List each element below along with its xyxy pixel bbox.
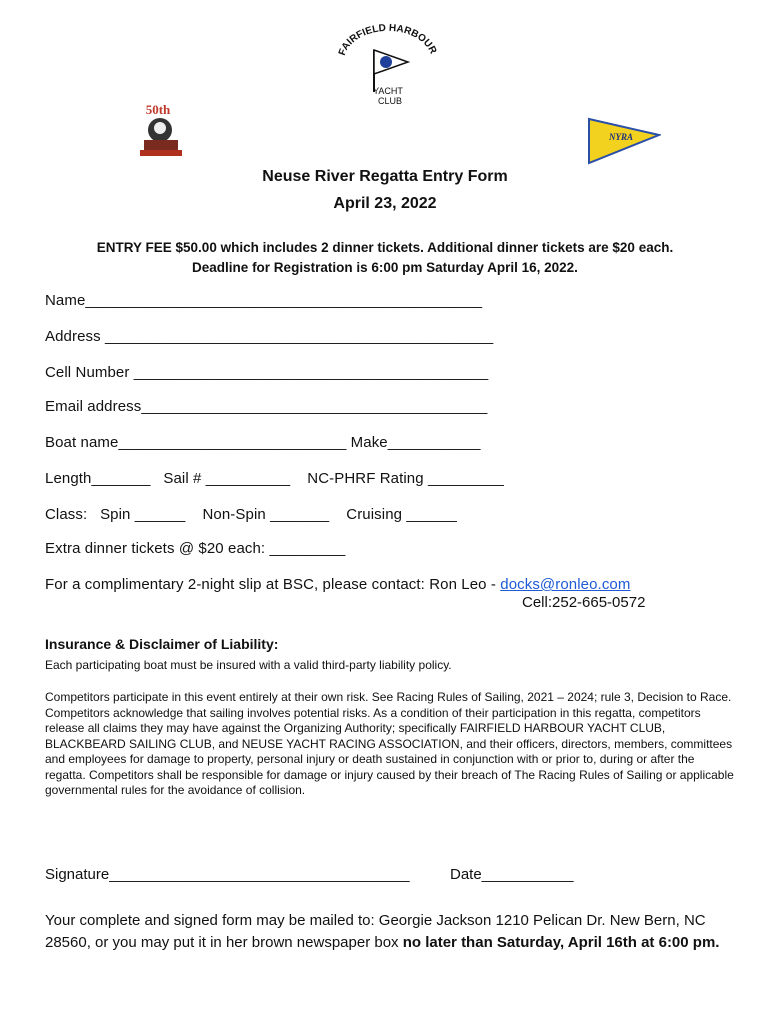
- signature-field[interactable]: Signature____________________________________: [45, 866, 410, 883]
- name-field[interactable]: Name_______________________________________________: [45, 292, 483, 309]
- mailing-deadline: no later than Saturday, April 16th at 6:00 pm.: [402, 934, 720, 951]
- svg-text:FAIRFIELD HARBOUR: FAIRFIELD HARBOUR: [336, 22, 438, 58]
- address-field[interactable]: Address ______________________________________________: [45, 328, 494, 345]
- boat-name-make-field[interactable]: Boat name___________________________ Make___________: [45, 434, 481, 451]
- insurance-heading: Insurance & Disclaimer of Liability:: [45, 636, 279, 652]
- fairfield-harbour-logo: [334, 22, 438, 108]
- complimentary-slip-line: [45, 576, 630, 593]
- svg-text:CLUB: CLUB: [377, 96, 403, 106]
- entry-fee-line: ENTRY FEE $50.00 which includes 2 dinner tickets. Additional dinner tickets are $20 each.: [96, 240, 674, 255]
- extra-dinner-tickets-field[interactable]: Extra dinner tickets @ $20 each: _________: [45, 540, 346, 557]
- contact-cell: Cell:252-665-0572: [522, 594, 646, 611]
- class-field[interactable]: Class: Spin ______ Non-Spin _______ Cruising ______: [45, 506, 457, 523]
- svg-text:50th: 50th: [145, 102, 171, 117]
- anniversary-50th-logo: [134, 100, 190, 162]
- mailing-text: Your complete and signed form may be mailed to: Georgie Jackson 1210 Pelican Dr. New Bern, NC 28560, or you may put it in her brown newspaper box: [45, 912, 706, 951]
- date-field[interactable]: Date___________: [450, 866, 574, 883]
- svg-text:YACHT: YACHT: [373, 86, 403, 96]
- complimentary-text: For a complimentary 2-night slip at BSC, please contact: Ron Leo -: [45, 576, 501, 593]
- disclaimer-paragraph: Competitors participate in this event entirely at their own risk. See Racing Rules of Sailing, 2021 – 2024; rule 3, Decision to Race. Competitors acknowledge that sailing involves potential risks. As a condition of their participation in this regatta, competitors release all claims they may have against the Organizing Authority; specifically FAIRFIELD HARBOUR YACHT CLUB, BLACKBEARD SAILING CLUB, and NEUSE YACHT RACING ASSOCIATION, and their officers, directors, members, committees and employees for damage to property, personal injury or death sustained in conjunction with or prior to, during or after the regatta. Competitors shall be responsible for damage or injury caused by their breach of The Racing Rules of Sailing or applicable governmental rules for the avoidance of collision.: [45, 690, 734, 797]
- contact-email-link[interactable]: docks@ronleo.com: [500, 576, 631, 593]
- svg-text:NYRA: NYRA: [609, 132, 634, 142]
- cell-number-field[interactable]: Cell Number __________________________________________: [45, 364, 489, 381]
- regatta-date: April 23, 2022: [333, 195, 437, 212]
- form-title: Neuse River Regatta Entry Form: [262, 168, 508, 185]
- length-sail-rating-field[interactable]: Length_______ Sail # __________ NC-PHRF Rating _________: [45, 470, 504, 487]
- deadline-line: Deadline for Registration is 6:00 pm Saturday April 16, 2022.: [192, 260, 578, 275]
- mailing-instructions: [45, 910, 735, 954]
- nyra-pennant-logo: [585, 115, 661, 167]
- insurance-paragraph: Each participating boat must be insured with a valid third-party liability policy.: [45, 658, 452, 672]
- email-field[interactable]: Email address_________________________________________: [45, 398, 488, 415]
